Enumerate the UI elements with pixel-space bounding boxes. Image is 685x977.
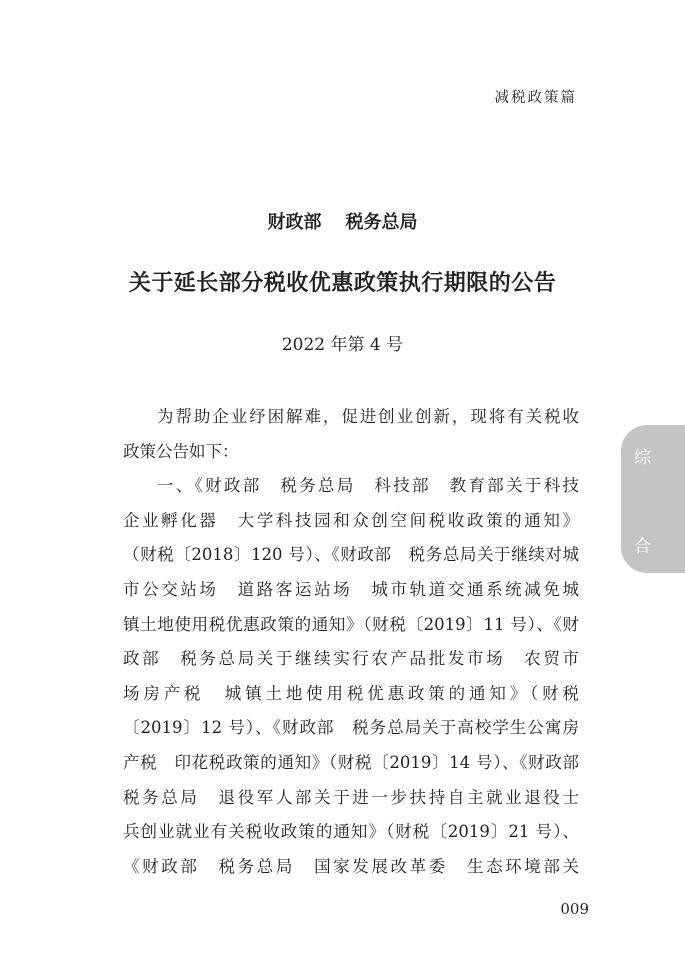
body-line: 场房产税 城镇土地使用税优惠政策的通知》（财税 xyxy=(123,683,579,703)
body-line: 政部 税务总局关于继续实行农产品批发市场 农贸市 xyxy=(123,649,579,669)
body-line: 一、《财政部 税务总局 科技部 教育部关于科技 xyxy=(157,476,579,496)
document-number: 2022 年第 4 号 xyxy=(281,335,404,355)
issuer-line xyxy=(0,208,685,234)
body-line: 市公交站场 道路客运站场 城市轨道交通系统减免城 xyxy=(123,579,579,599)
body-line: 兵创业就业有关税收政策的通知》（财税〔2019〕21 号）、 xyxy=(123,822,579,842)
body-line: 《财政部 税务总局 国家发展改革委 生态环境部关 xyxy=(123,856,579,876)
body-line: （财税〔2018〕120 号）、《财政部 税务总局关于继续对城 xyxy=(123,545,579,565)
body-line: 镇土地使用税优惠政策的通知》（财税〔2019〕11 号）、《财 xyxy=(123,614,579,634)
side-tab-char: 合 xyxy=(634,537,651,557)
body-text xyxy=(123,400,579,884)
body-line: 企业孵化器 大学科技园和众创空间税收政策的通知》 xyxy=(123,510,579,530)
page-number: 009 xyxy=(560,900,589,918)
body-line: 为帮助企业纾困解难，促进创业创新，现将有关税收 xyxy=(157,407,579,426)
body-line: 产税 印花税政策的通知》（财税〔2019〕14 号）、《财政部 xyxy=(123,752,579,772)
body-line: 〔2019〕12 号）、《财政部 税务总局关于高校学生公寓房 xyxy=(123,718,579,738)
body-line: 政策公告如下： xyxy=(123,441,239,461)
section-side-tab xyxy=(621,425,685,573)
section-header: 减税政策篇 xyxy=(494,90,577,106)
document-title: 关于延长部分税收优惠政策执行期限的公告 xyxy=(128,270,557,296)
issuer-ministry-of-finance: 财政部 xyxy=(267,212,322,233)
body-line: 税务总局 退役军人部关于进一步扶持自主就业退役士 xyxy=(123,787,579,807)
issuer-tax-administration: 税务总局 xyxy=(345,212,418,233)
side-tab-char: 综 xyxy=(634,448,651,468)
